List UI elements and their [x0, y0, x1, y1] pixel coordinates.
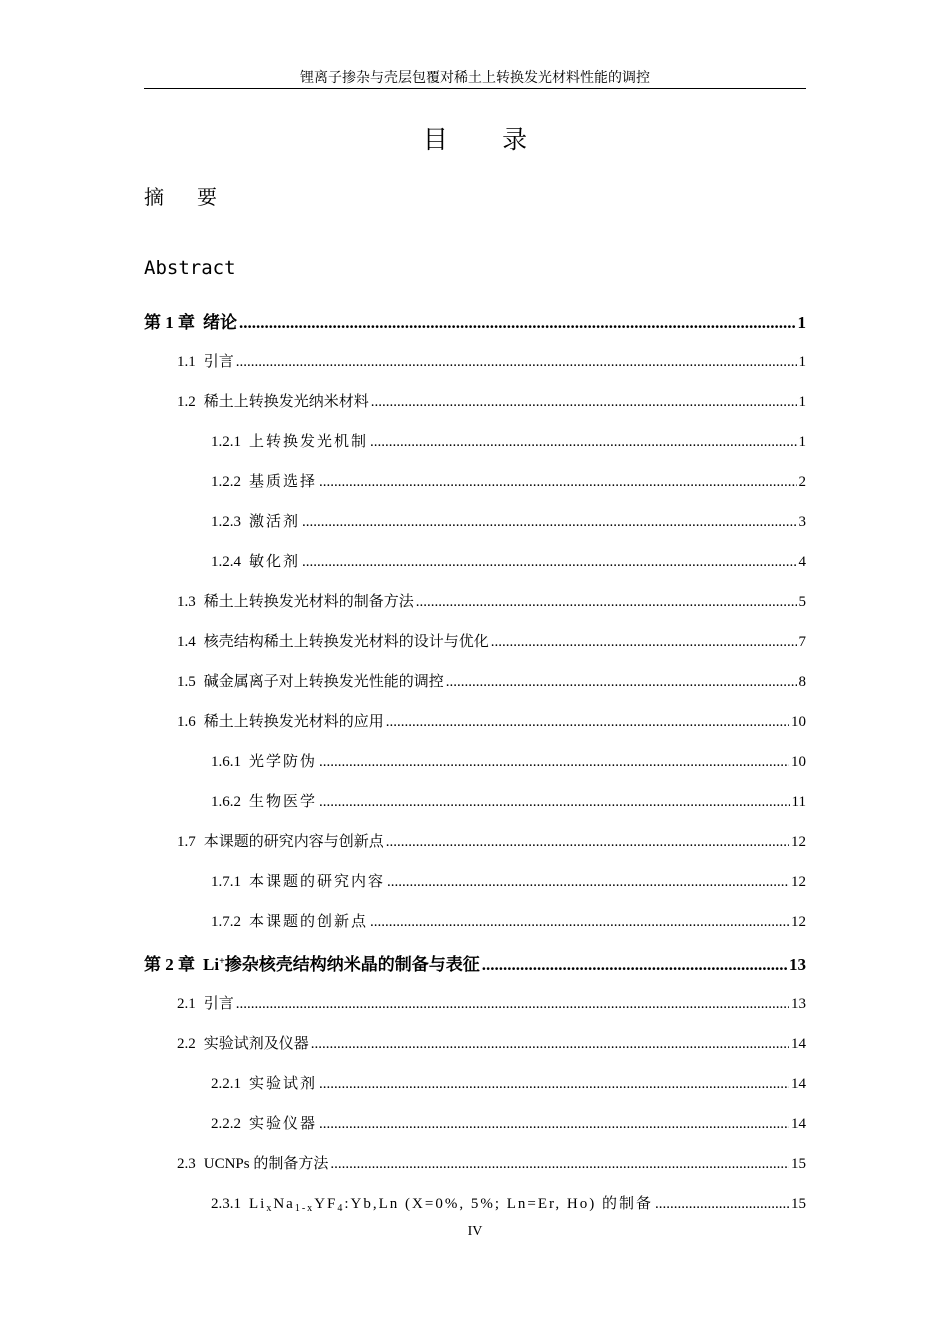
toc-leader-dots — [319, 1116, 789, 1133]
toc-leader-dots — [482, 955, 787, 975]
toc-entry-title: Li+掺杂核壳结构纳米晶的制备与表征 — [203, 955, 480, 974]
toc-entry-title: 上转换发光机制 — [249, 434, 369, 450]
toc-entry-page: 8 — [798, 674, 806, 690]
toc-entry-title: UCNPs 的制备方法 — [203, 1156, 329, 1172]
toc-entry-title: 引言 — [203, 354, 234, 370]
toc-section-entry[interactable] — [177, 390, 806, 411]
toc-leader-dots — [319, 754, 789, 771]
toc-entry-page: 7 — [798, 634, 806, 650]
toc-entry-number: 第 2 章 — [144, 955, 195, 974]
abstract-en-heading: Abstract — [144, 257, 236, 279]
toc-subsection-entry[interactable] — [211, 1192, 806, 1213]
toc-entry-title: $Li_xNa_{1-x}YF_4:Yb,Ln$ (X=0%, 5%; Ln=Er, Ho) 的制备 — [249, 1196, 653, 1214]
toc-entry-page: 12 — [791, 834, 806, 850]
toc-entry-page: 12 — [791, 874, 806, 890]
toc-entry-number: 2.2.2 — [211, 1116, 241, 1132]
toc-leader-dots — [386, 834, 789, 851]
toc-entry-title: 绪论 — [203, 313, 237, 332]
toc-leader-dots — [371, 394, 797, 411]
toc-entry-title: 实验试剂及仪器 — [203, 1036, 309, 1052]
toc-section-entry[interactable] — [177, 1032, 806, 1053]
toc-subsection-entry[interactable] — [211, 750, 806, 771]
toc-entry-title: 生物医学 — [249, 794, 318, 810]
toc-subsection-entry[interactable] — [211, 470, 806, 491]
toc-subsection-entry[interactable] — [211, 910, 806, 931]
toc-entry-page: 11 — [791, 794, 806, 810]
toc-leader-dots — [236, 996, 789, 1013]
toc-subsection-entry[interactable] — [211, 510, 806, 531]
toc-section-entry[interactable] — [177, 670, 806, 691]
toc-entry-page: 5 — [798, 594, 806, 610]
toc-entry-title: 稀土上转换发光材料的应用 — [203, 714, 384, 730]
toc-entry-number: 1.7.1 — [211, 874, 241, 890]
toc-entry-number: 1.7.2 — [211, 914, 241, 930]
toc-entry-number: 1.2.4 — [211, 554, 241, 570]
toc-leader-dots — [330, 1156, 789, 1173]
toc-entry-page: 15 — [791, 1156, 806, 1172]
toc-leader-dots — [446, 674, 797, 691]
toc-entry-title: 核壳结构稀土上转换发光材料的设计与优化 — [203, 634, 489, 650]
toc-entry-page: 14 — [791, 1076, 806, 1092]
toc-entry-number: 1.2 — [177, 394, 196, 410]
toc-entry-page: 3 — [798, 514, 806, 530]
toc-leader-dots — [370, 434, 796, 451]
toc-entry-number: 2.2.1 — [211, 1076, 241, 1092]
toc-subsection-entry[interactable] — [211, 1112, 806, 1133]
toc-entry-title: 实验试剂 — [249, 1076, 318, 1092]
toc-entry-number: 1.6.2 — [211, 794, 241, 810]
toc-entry-number: 1.5 — [177, 674, 196, 690]
toc-entry-page: 13 — [791, 996, 806, 1012]
toc-entry-page: 1 — [798, 394, 806, 410]
toc-section-entry[interactable] — [177, 710, 806, 731]
toc-subsection-entry[interactable] — [211, 430, 806, 451]
toc-leader-dots — [236, 354, 797, 371]
toc-leader-dots — [319, 474, 796, 491]
toc-leader-dots — [370, 914, 789, 931]
toc-chapter-entry[interactable] — [144, 950, 806, 975]
toc-title: 目 录 — [422, 127, 552, 154]
toc-entry-page: 15 — [791, 1196, 806, 1212]
toc-section-entry[interactable] — [177, 830, 806, 851]
toc-entry-page: 10 — [791, 754, 806, 770]
toc-section-entry[interactable] — [177, 1152, 806, 1173]
toc-entry-title: 敏化剂 — [249, 554, 301, 570]
toc-entry-number: 2.1 — [177, 996, 196, 1012]
toc-entry-number: 1.4 — [177, 634, 196, 650]
toc-subsection-entry[interactable] — [211, 790, 806, 811]
toc-entry-number: 1.6 — [177, 714, 196, 730]
toc-subsection-entry[interactable] — [211, 870, 806, 891]
toc-leader-dots — [302, 554, 796, 571]
toc-entry-number: 1.1 — [177, 354, 196, 370]
toc-leader-dots — [319, 794, 790, 811]
toc-entry-title: 引言 — [203, 996, 234, 1012]
toc-leader-dots — [311, 1036, 789, 1053]
toc-entry-page: 1 — [798, 354, 806, 370]
toc-leader-dots — [416, 594, 797, 611]
toc-entry-title: 光学防伪 — [249, 754, 318, 770]
abstract-zh-heading: 摘 要 — [144, 187, 231, 209]
toc-chapter-entry[interactable] — [144, 308, 806, 333]
toc-entry-number: 1.2.1 — [211, 434, 241, 450]
toc-entry-page: 14 — [791, 1036, 806, 1052]
toc-entry-title: 稀土上转换发光材料的制备方法 — [203, 594, 414, 610]
toc-entry-title: 本课题的研究内容与创新点 — [203, 834, 384, 850]
toc-leader-dots — [239, 313, 796, 333]
toc-entry-title: 实验仪器 — [249, 1116, 318, 1132]
toc-leader-dots — [655, 1196, 789, 1213]
toc-leader-dots — [302, 514, 796, 531]
toc-entry-title: 本课题的创新点 — [249, 914, 369, 930]
running-header: 锂离子掺杂与壳层包覆对稀土上转换发光材料性能的调控 — [300, 71, 650, 86]
toc-entry-page: 1 — [797, 313, 806, 332]
toc-entry-number: 1.7 — [177, 834, 196, 850]
toc-entry-page: 10 — [791, 714, 806, 730]
toc-entry-number: 2.3.1 — [211, 1196, 241, 1212]
toc-entry-page: 1 — [798, 434, 806, 450]
toc-entry-title: 碱金属离子对上转换发光性能的调控 — [203, 674, 444, 690]
toc-entry-title: 基质选择 — [249, 474, 318, 490]
toc-subsection-entry[interactable] — [211, 1072, 806, 1093]
toc-entry-number: 1.3 — [177, 594, 196, 610]
toc-subsection-entry[interactable] — [211, 550, 806, 571]
toc-leader-dots — [319, 1076, 789, 1093]
toc-entry-title: 激活剂 — [249, 514, 301, 530]
toc-entry-number: 1.2.2 — [211, 474, 241, 490]
page-number: IV — [467, 1224, 483, 1239]
toc-section-entry[interactable] — [177, 590, 806, 611]
toc-entry-page: 13 — [789, 955, 806, 974]
toc-entry-title: 稀土上转换发光纳米材料 — [203, 394, 369, 410]
toc-section-entry[interactable] — [177, 992, 806, 1013]
toc-entry-title: 本课题的研究内容 — [249, 874, 386, 890]
toc-entry-page: 2 — [798, 474, 806, 490]
toc-entry-page: 4 — [798, 554, 806, 570]
toc-leader-dots — [386, 714, 789, 731]
toc-entry-number: 1.6.1 — [211, 754, 241, 770]
toc-section-entry[interactable] — [177, 350, 806, 371]
toc-entry-number: 1.2.3 — [211, 514, 241, 530]
toc-entry-number: 2.2 — [177, 1036, 196, 1052]
toc-entry-number: 第 1 章 — [144, 313, 195, 332]
toc-section-entry[interactable] — [177, 630, 806, 651]
toc-leader-dots — [387, 874, 789, 891]
toc-entry-page: 12 — [791, 914, 806, 930]
toc-leader-dots — [491, 634, 797, 651]
toc-entry-page: 14 — [791, 1116, 806, 1132]
toc-entry-number: 2.3 — [177, 1156, 196, 1172]
